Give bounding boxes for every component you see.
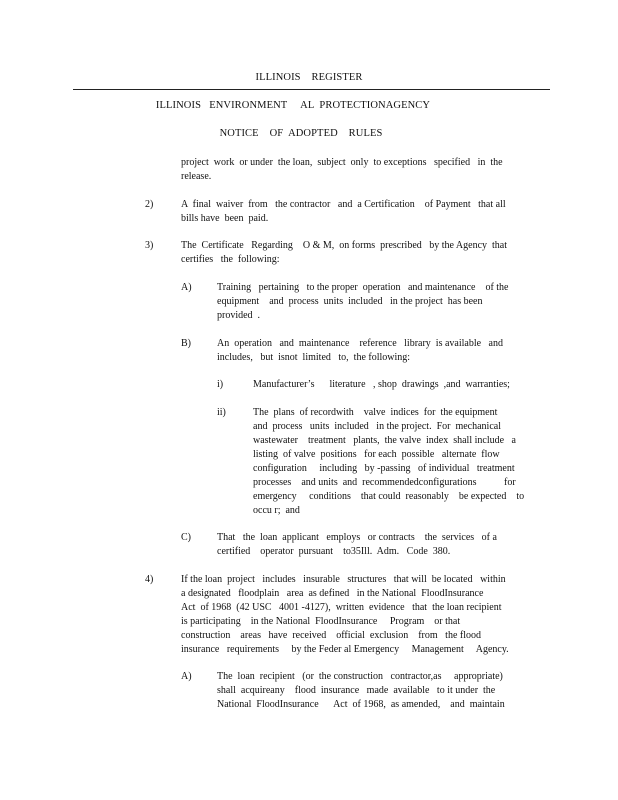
text-line: National FloodInsurance Act of 1968, as amended, and maintain — [217, 699, 505, 710]
text-line: a designated floodplain area as defined in the National FloodInsurance — [181, 588, 484, 599]
item-3b-i-text — [253, 378, 539, 392]
text-line: certifies the following: — [181, 254, 280, 265]
text-line: project work or under the loan, subject only to exceptions specified in the — [181, 157, 503, 168]
text-line: bills have been paid. — [181, 213, 269, 224]
item-4a-label: A) — [181, 671, 192, 682]
text-line: certified operator pursuant to35Ill. Adm. Code 380. — [217, 546, 451, 557]
header-rule — [73, 89, 550, 90]
text-line: wastewater treatment plants, the valve index shall include a — [253, 435, 516, 446]
text-line: The Certificate Regarding O & M, on forms prescribed by the Agency that — [181, 240, 508, 251]
register-title: ILLINOIS REGISTER — [255, 72, 363, 83]
text-line: That the loan applicant employs or contracts the services of a — [217, 532, 497, 543]
text-line: construction areas have received official exclusion from the flood — [181, 630, 481, 641]
item-3b-ii-text — [253, 406, 543, 518]
text-line: provided . — [217, 310, 261, 321]
item-3c-text — [217, 531, 517, 559]
text-line: includes, but isnot limited to, the following: — [217, 352, 411, 363]
item-4a-text — [217, 670, 523, 712]
text-line: and process units included in the project. For mechanical — [253, 421, 501, 432]
item-3b-ii-label: ii) — [217, 407, 226, 418]
text-line: release. — [181, 171, 212, 182]
text-line: The loan recipient (or the construction contractor,as appropriate) — [217, 671, 503, 682]
item-3-label: 3) — [145, 240, 154, 251]
text-line: A final waiver from the contractor and a Certification of Payment that all — [181, 199, 506, 210]
item-3b-text — [217, 337, 537, 365]
text-line: An operation and maintenance reference library is available and — [217, 338, 503, 349]
item-2-text — [181, 198, 534, 226]
text-line: Training pertaining to the proper operation and maintenance of the — [217, 282, 509, 293]
text-line: Manufacturer’s literature , shop drawings ,and warranties; — [253, 379, 510, 390]
text-line: The plans of recordwith valve indices for the equipment — [253, 407, 498, 418]
item-4-text — [181, 573, 537, 657]
item-3c-label: C) — [181, 532, 191, 543]
text-line: configuration including by -passing of individual treatment — [253, 463, 515, 474]
text-line: listing of valve positions for each possible alternate flow — [253, 449, 500, 460]
text-line: Act of 1968 (42 USC 4001 -4127), written evidence that the loan recipient — [181, 602, 502, 613]
text-line: emergency conditions that could reasonably be expected to — [253, 491, 525, 502]
text-line: insurance requirements by the Feder al Emergency Management Agency. — [181, 644, 509, 655]
item-3-text — [181, 239, 537, 267]
text-line: occu r; and — [253, 505, 300, 516]
text-line: equipment and process units included in the project has been — [217, 296, 483, 307]
item-4-label: 4) — [145, 574, 154, 585]
intro-paragraph — [181, 156, 534, 184]
text-line: processes and units and recommendedconfigurations for — [253, 477, 516, 488]
text-line: shall acquireany flood insurance made available to it under the — [217, 685, 496, 696]
text-line: is participating in the National FloodInsurance Program or that — [181, 616, 461, 627]
agency-title: ILLINOIS ENVIRONMENT AL PROTECTIONAGENCY — [155, 100, 431, 111]
notice-title: NOTICE OF ADOPTED RULES — [219, 128, 383, 139]
item-3b-label: B) — [181, 338, 191, 349]
text-line: If the loan project includes insurable structures that will be located within — [181, 574, 506, 585]
item-2-label: 2) — [145, 199, 154, 210]
item-3b-i-label: i) — [217, 379, 224, 390]
item-3a-text — [217, 281, 537, 323]
item-3a-label: A) — [181, 282, 192, 293]
